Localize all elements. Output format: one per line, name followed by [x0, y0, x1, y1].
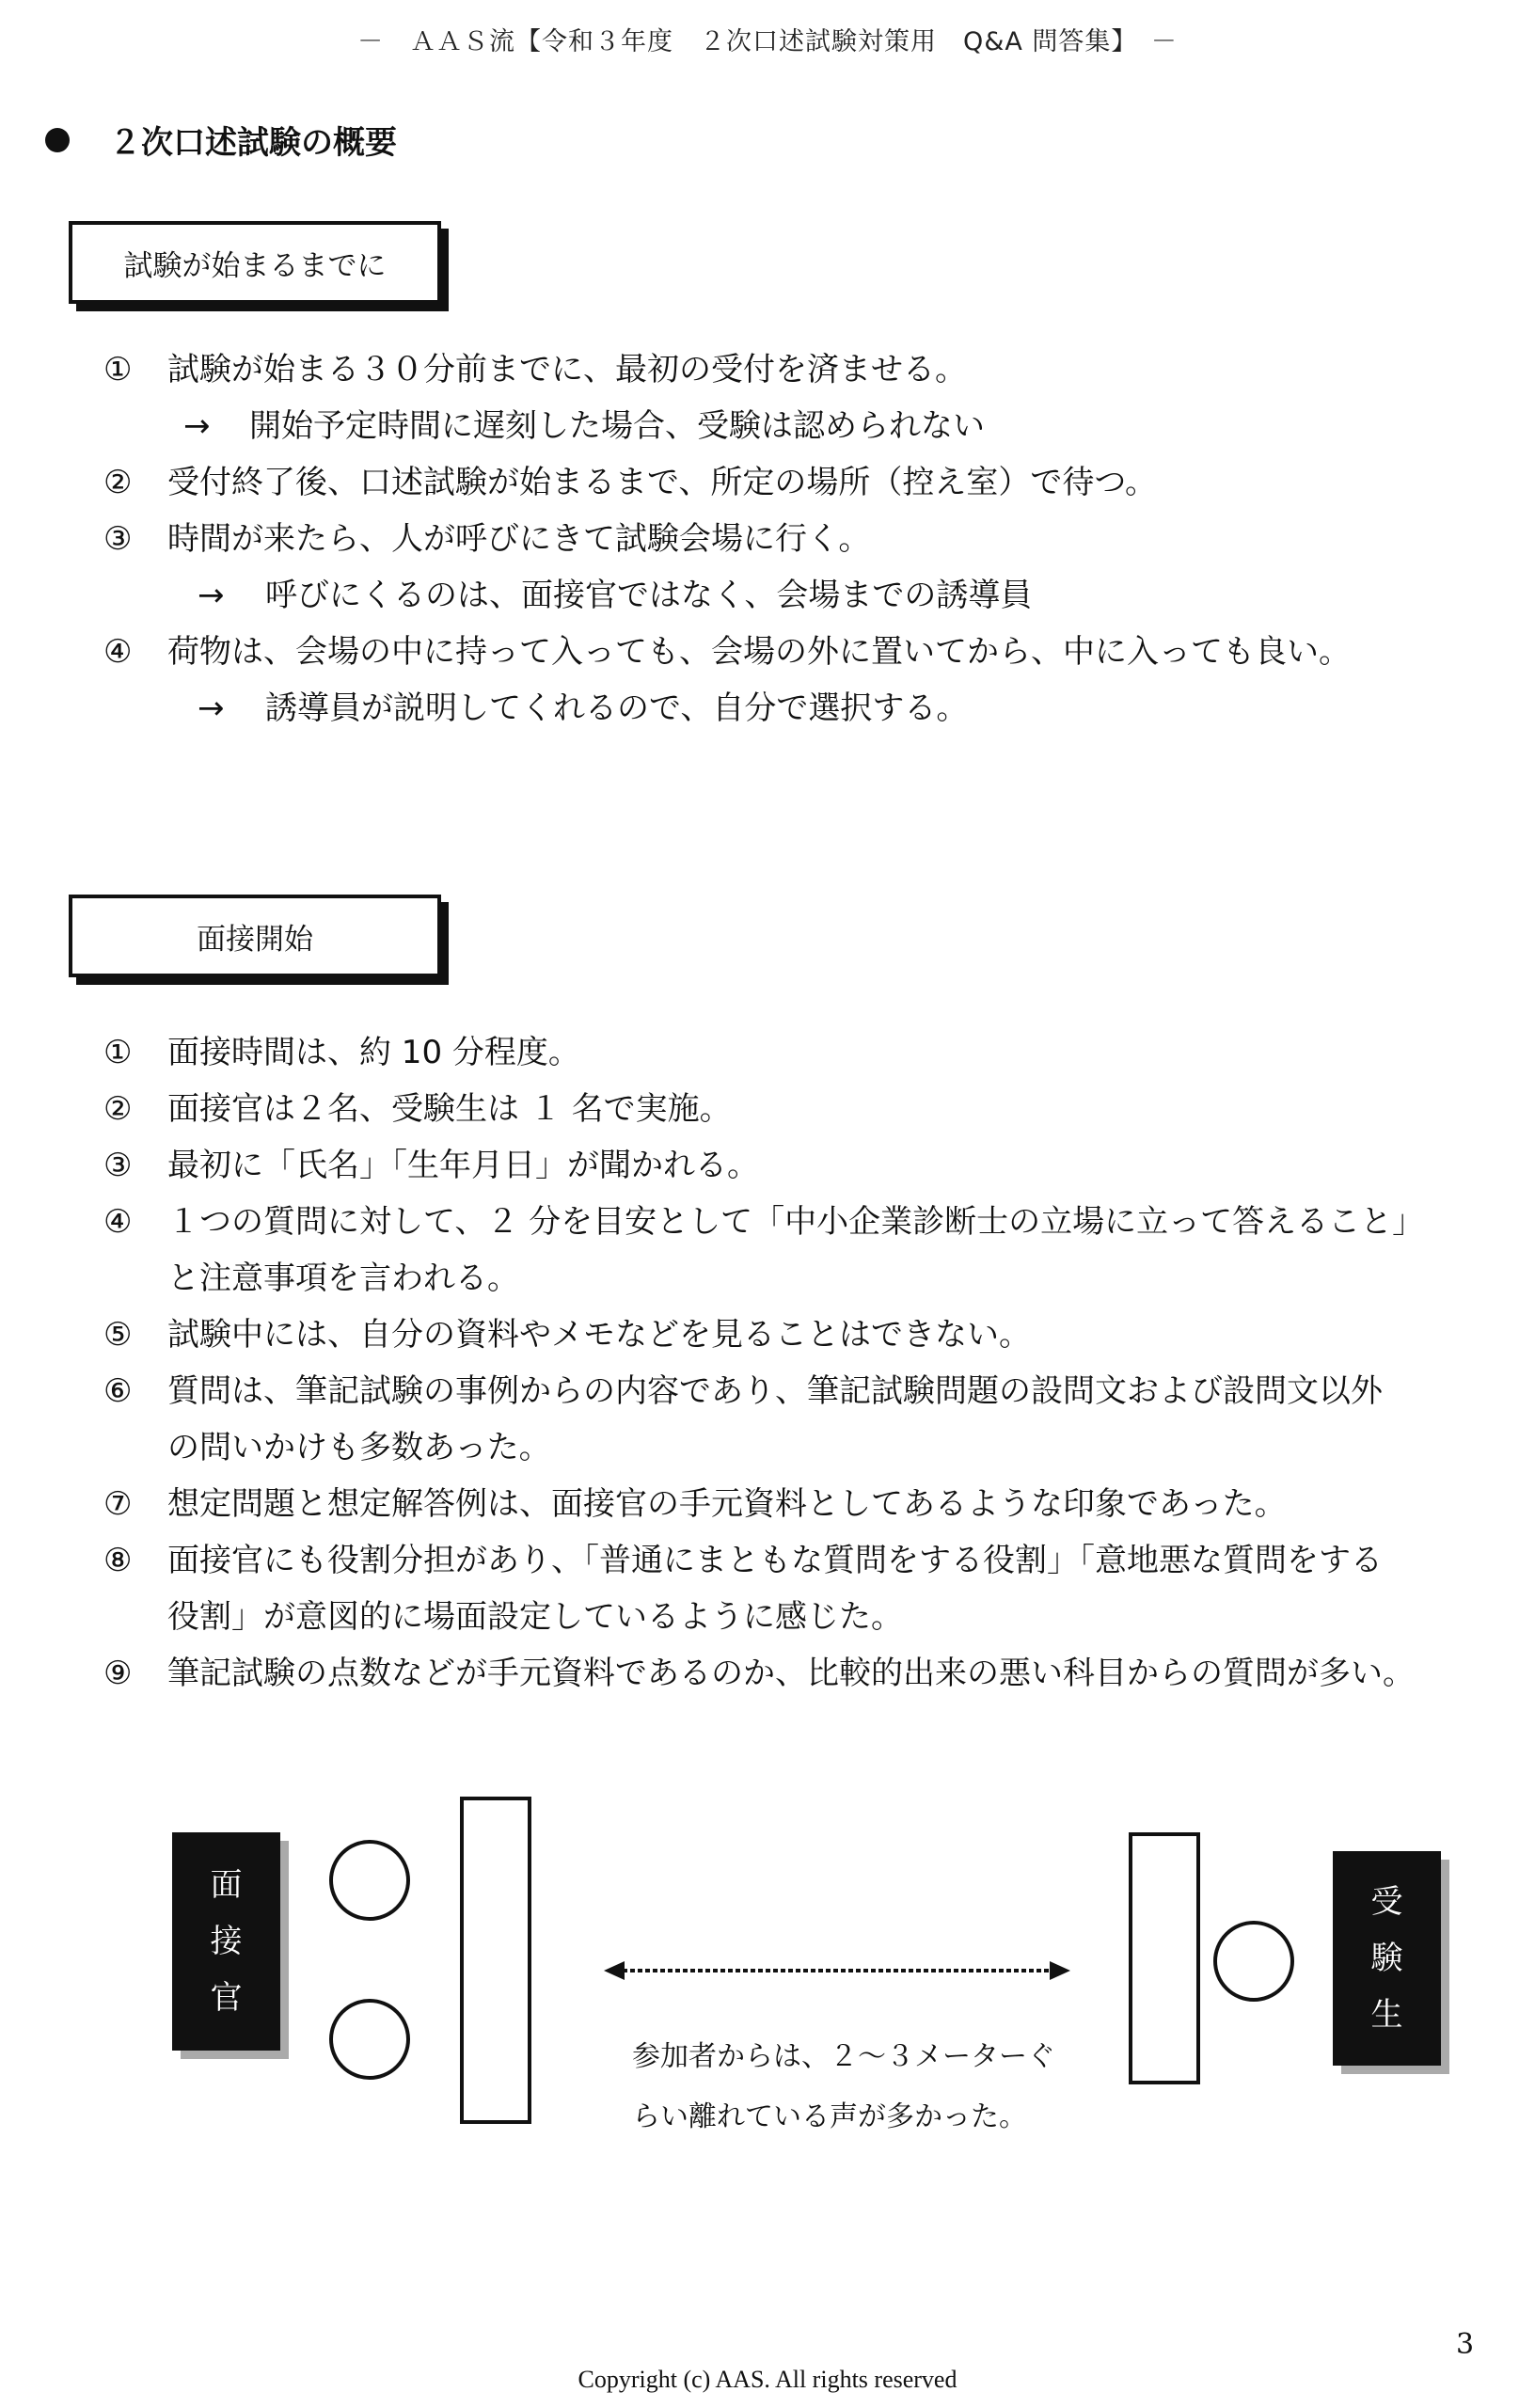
item-note-text: 開始予定時間に遅刻した場合、受験は認められない — [249, 407, 985, 445]
item-number: ⑨ — [103, 1655, 133, 1692]
item-text: 面接時間は、約 10 分程度。 — [167, 1034, 580, 1071]
item-text: 質問は、筆記試験の事例からの内容であり、筆記試験問題の設問文および設問文以外 — [167, 1372, 1383, 1410]
item-note-text: 呼びにくるのは、面接官ではなく、会場までの誘導員 — [265, 577, 1033, 614]
page-number: 3 — [1456, 2328, 1475, 2361]
interviewer-char: 官 — [210, 1979, 243, 2017]
list-item — [103, 511, 1495, 567]
interviewer-desk — [460, 1797, 531, 2124]
box-label-interview-start: 面接開始 — [69, 895, 441, 977]
interviewer-char: 接 — [210, 1923, 243, 1960]
distance-note-line: らい離れている声が多かった。 — [632, 2100, 1027, 2133]
item-number: ⑥ — [103, 1372, 133, 1410]
arrow-right-icon: → — [198, 689, 225, 727]
examinee-seat-icon — [1213, 1921, 1294, 2002]
examinee-char: 験 — [1370, 1940, 1403, 1977]
item-text: 時間が来たら、人が呼びにきて試験会場に行く。 — [167, 520, 871, 558]
item-text: 受付終了後、口述試験が始まるまで、所定の場所（控え室）で待つ。 — [167, 464, 1157, 501]
copyright: Copyright (c) AAS. All rights reserved — [578, 2366, 957, 2393]
interviewer-label-box — [172, 1832, 280, 2051]
item-text: 試験が始まる３０分前までに、最初の受付を済ませる。 — [167, 351, 967, 388]
item-number: ④ — [103, 1203, 133, 1241]
section-title: ２次口述試験の概要 — [109, 124, 397, 162]
page-header: － ＡＡＳ流【令和３年度 ２次口述試験対策用 Q&A 問答集】 － — [357, 27, 1178, 56]
item-number: ① — [103, 1034, 133, 1071]
item-number: ③ — [103, 1147, 133, 1184]
list-item-note — [103, 398, 1495, 454]
distance-note-line: 参加者からは、２～３メーターぐ — [632, 2040, 1055, 2073]
item-number: ④ — [103, 633, 133, 671]
list-item-continuation: 役割」が意図的に場面設定しているように感じた。 — [167, 1598, 903, 1636]
item-text: 面接官は２名、受験生は １ 名で実施。 — [167, 1090, 732, 1128]
interviewer-char: 面 — [210, 1866, 243, 1904]
list-item-continuation: の問いかけも多数あった。 — [167, 1429, 551, 1466]
list-item — [103, 1024, 1495, 1081]
item-number: ⑧ — [103, 1542, 133, 1579]
item-number: ③ — [103, 520, 133, 558]
list-item — [103, 1645, 1495, 1702]
item-number: ⑦ — [103, 1485, 133, 1523]
item-number: ② — [103, 1090, 133, 1128]
arrow-right-icon: → — [198, 577, 225, 614]
list-item-note — [103, 680, 1495, 737]
item-text: １つの質問に対して、２ 分を目安として「中小企業診断士の立場に立って答えること」 — [167, 1203, 1425, 1241]
list-item — [103, 1363, 1495, 1419]
examinee-desk — [1129, 1832, 1200, 2084]
list-item — [103, 454, 1495, 511]
interviewer-seat-icon — [329, 1840, 410, 1921]
item-number: ② — [103, 464, 133, 501]
box-label-before-exam: 試験が始まるまでに — [69, 221, 441, 304]
list-item — [103, 1137, 1495, 1194]
examinee-label-box — [1333, 1851, 1441, 2066]
list-item — [103, 1532, 1495, 1589]
list-item — [103, 1194, 1495, 1250]
list-item — [103, 341, 1495, 398]
distance-arrow-icon — [602, 1955, 1072, 1987]
item-text: 試験中には、自分の資料やメモなどを見ることはできない。 — [167, 1316, 1031, 1354]
examinee-char: 受 — [1370, 1883, 1403, 1921]
item-text: 想定問題と想定解答例は、面接官の手元資料としてあるような印象であった。 — [167, 1485, 1287, 1523]
item-text: 面接官にも役割分担があり、「普通にまともな質問をする役割」「意地悪な質問をする — [167, 1542, 1383, 1579]
list-before-exam — [103, 341, 1495, 737]
distance-note — [632, 2027, 1055, 2147]
list-item — [103, 624, 1495, 680]
item-number: ① — [103, 351, 133, 388]
item-text: 荷物は、会場の中に持って入っても、会場の外に置いてから、中に入っても良い。 — [167, 633, 1351, 671]
list-item — [103, 1476, 1495, 1532]
item-text: 筆記試験の点数などが手元資料であるのか、比較的出来の悪い科目からの質問が多い。 — [167, 1655, 1415, 1692]
bullet-icon — [45, 128, 70, 152]
item-note-text: 誘導員が説明してくれるので、自分で選択する。 — [265, 689, 969, 727]
list-item — [103, 1307, 1495, 1363]
item-text: 最初に「氏名」「生年月日」が聞かれる。 — [167, 1147, 759, 1184]
examinee-char: 生 — [1370, 1996, 1403, 2034]
list-interview-start — [103, 1024, 1495, 1702]
list-item-continuation: と注意事項を言われる。 — [167, 1259, 519, 1297]
list-item-note — [103, 567, 1495, 624]
section-heading — [45, 117, 397, 163]
list-item — [103, 1081, 1495, 1137]
interviewer-seat-icon — [329, 1999, 410, 2080]
arrow-right-icon: → — [183, 407, 211, 445]
item-number: ⑤ — [103, 1316, 133, 1354]
